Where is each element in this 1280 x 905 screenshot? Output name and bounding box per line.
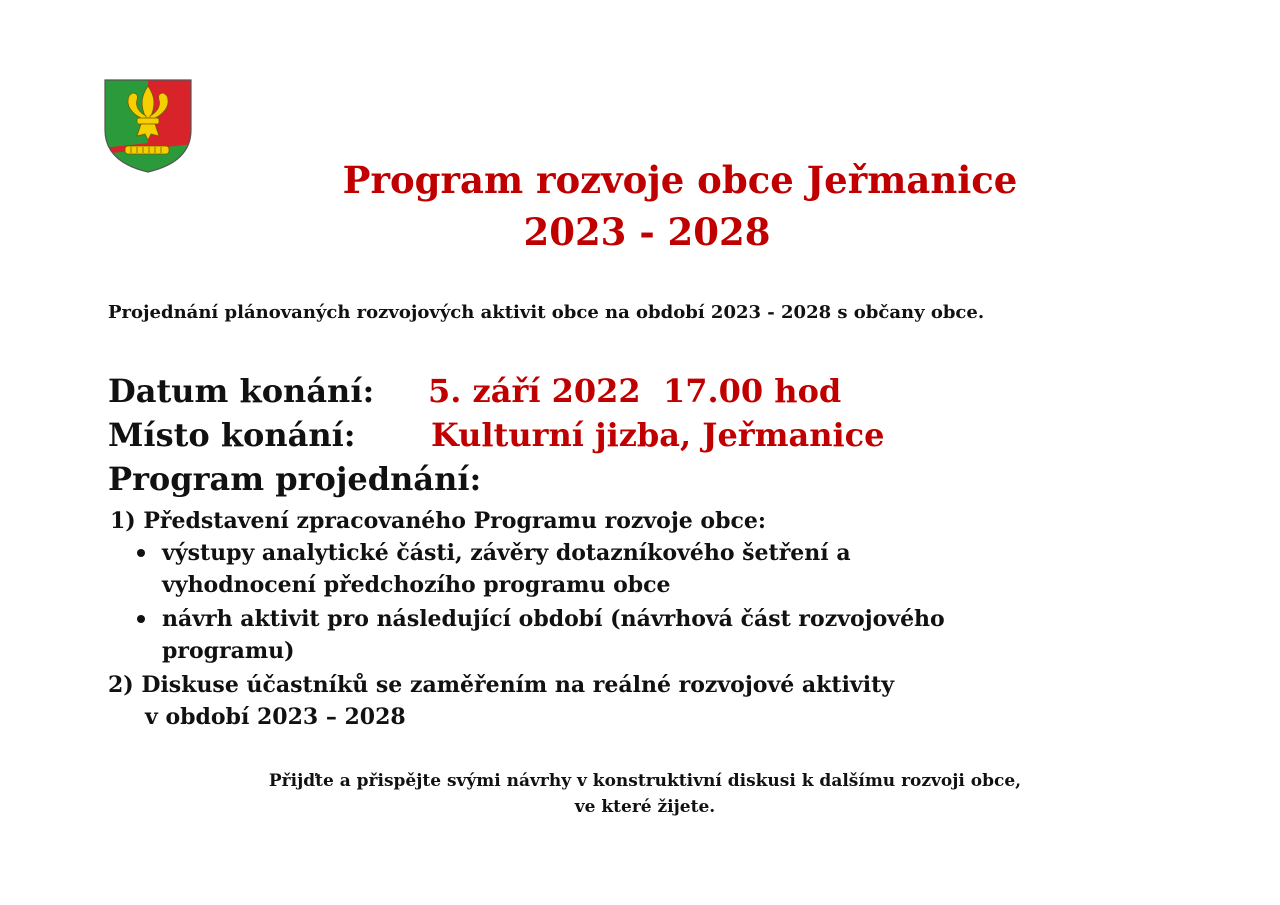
program-bullet-1-line-1: výstupy analytické části, závěry dotazníkového šetření a [162,540,851,566]
page-title: Program rozvoje obce Jeřmanice [342,158,1018,202]
closing-line-2: ve které žijete. [574,797,716,817]
date-row [108,371,842,411]
closing-line-1: Přijďte a přispějte svými návrhy v konstruktivní diskusi k dalšímu rozvoji obce, [268,771,1022,791]
program-bullet-1-line-2: vyhodnocení předchozího programu obce [162,572,671,598]
program-item-2-line-2: v období 2023 – 2028 [145,704,406,730]
program-item-2-line-1: 2) Diskuse účastníků se zaměřením na reálné rozvojové aktivity [108,672,895,698]
bullet-icon [137,549,145,557]
place-label: Místo konání: [108,416,356,454]
date-value: 5. září 2022 17.00 hod [428,372,842,410]
bullet-icon [137,615,145,623]
subtitle: Projednání plánovaných rozvojových aktivit obce na období 2023 - 2028 s občany obce. [108,302,985,323]
page-title-years: 2023 - 2028 [523,210,771,254]
date-label: Datum konání: [108,372,375,410]
program-item-1: 1) Představení zpracovaného Programu rozvoje obce: [110,508,767,534]
program-bullet-2-line-1: návrh aktivit pro následující období (návrhová část rozvojového [162,606,945,632]
program-heading: Program projednání: [108,460,482,498]
place-value: Kulturní jizba, Jeřmanice [431,416,885,454]
program-bullet-2-line-2: programu) [162,638,295,664]
place-row [108,415,885,455]
